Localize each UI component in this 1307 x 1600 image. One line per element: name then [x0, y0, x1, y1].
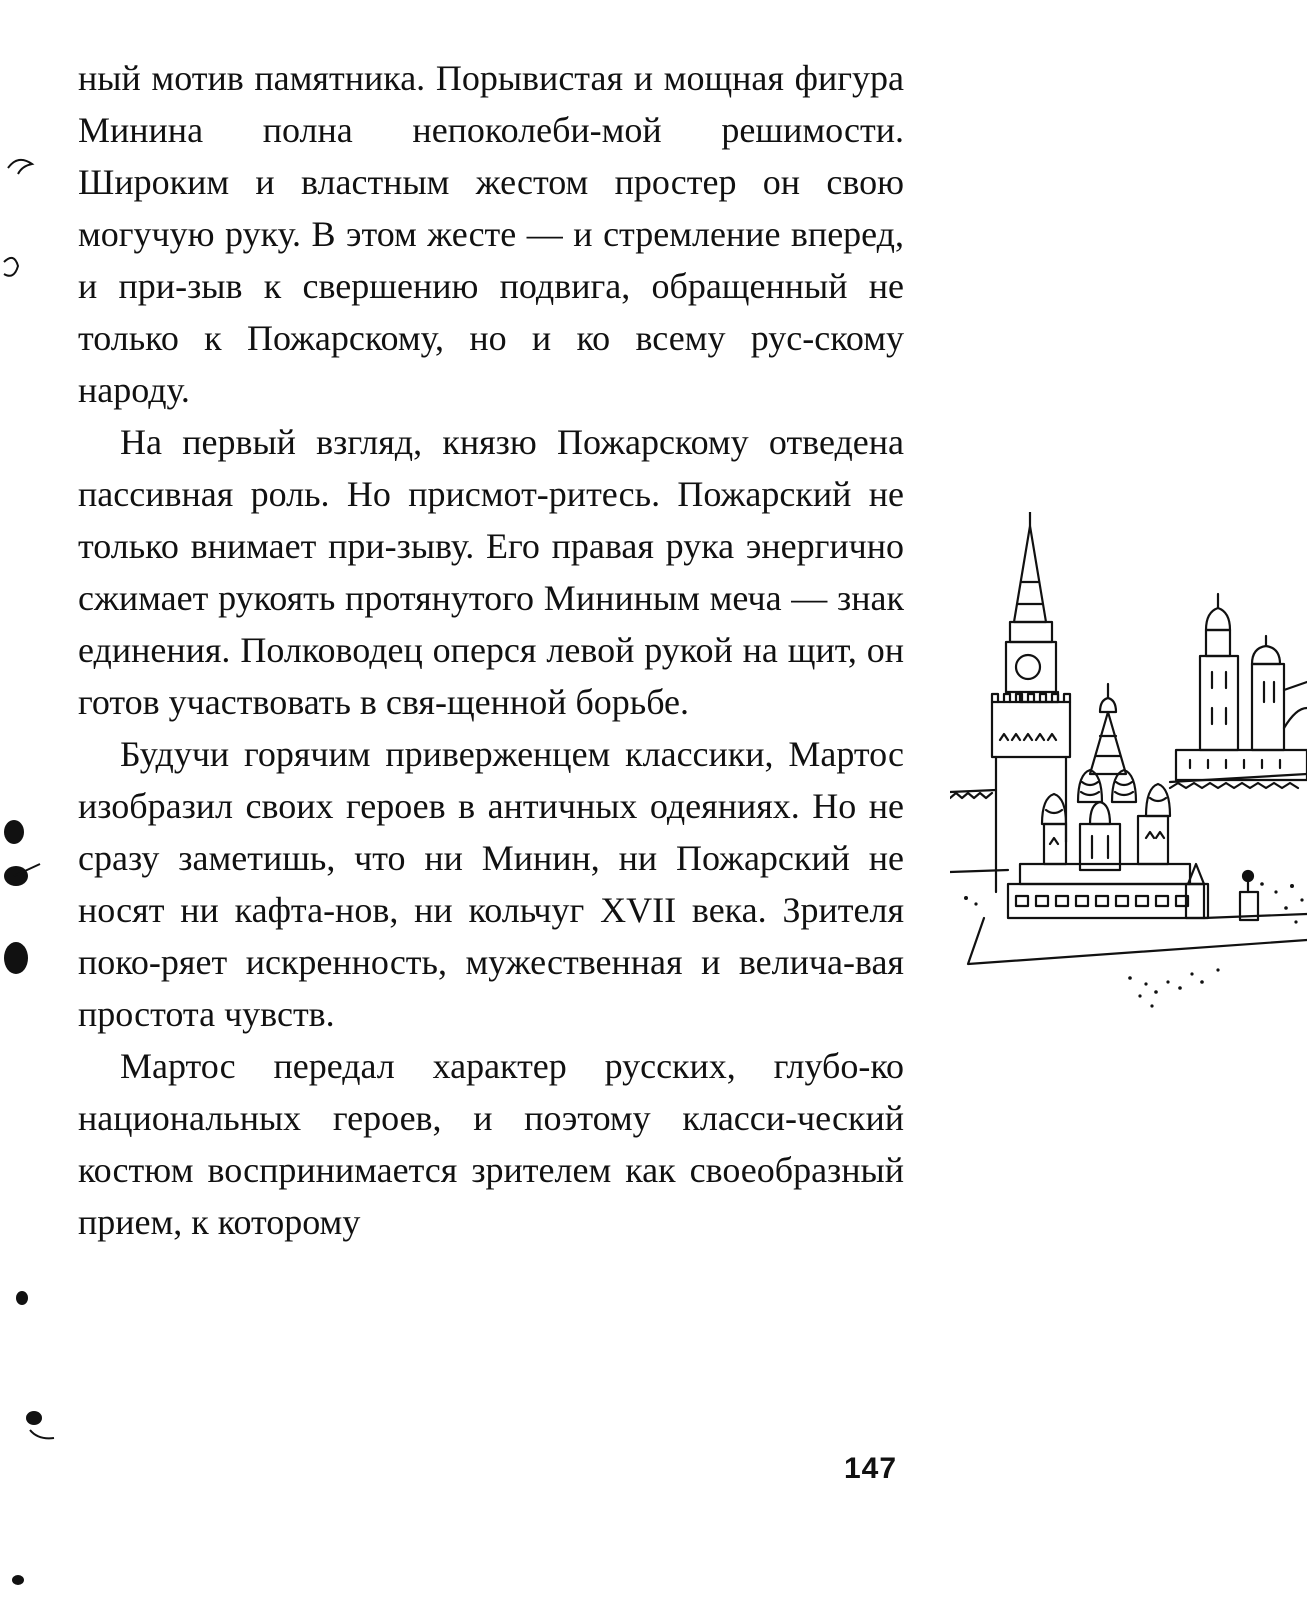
paragraph-4: Мартос передал характер русских, глубо-ко национальных героев, и поэтому класси-ческий костюм воспринимается зрителем как своеобразный прием, к которому: [78, 1046, 904, 1242]
paragraph-1: ный мотив памятника. Порывистая и мощная фигура Минина полна непоколеби-мой решимости. Широким и властным жестом простер он свою могучую руку. В этом жесте — и стремление вперед, и при-зыв к свершению подвига, обращенный не только к Пожарскому, но и ко всему рус-скому народу.: [78, 58, 904, 410]
st-basils-cathedral: [1008, 684, 1204, 918]
foreground-figures: [1186, 864, 1258, 920]
page-number: 147: [844, 1452, 898, 1485]
paragraph-3: Будучи горячим приверженцем классики, Мартос изобразил своих героев в античных одеяниях. Но не сразу заметишь, что ни Минин, ни Пожарский не носят ни кафта-нов, ни кольчуг XVII века. Зрителя поко-ряет искренность, мужественная и велича-вая простота чувств.: [78, 734, 904, 1034]
body-text: [78, 52, 904, 1248]
bell-tower: [1200, 594, 1307, 750]
margin-ink-marks: [0, 0, 60, 1600]
spasskaya-tower: [992, 512, 1070, 892]
kremlin-illustration: [950, 512, 1307, 1032]
red-square-ground: [950, 870, 1307, 1008]
paragraph-2: На первый взгляд, князю Пожарскому отведена пассивная роль. Но присмот-ритесь. Пожарский не только внимает при-зыву. Его правая рука энергично сжимает рукоять протянутого Мининым меча — знак единения. Полководец оперся левой рукой на щит, он готов участвовать в свя-щенной борьбе.: [78, 422, 904, 722]
